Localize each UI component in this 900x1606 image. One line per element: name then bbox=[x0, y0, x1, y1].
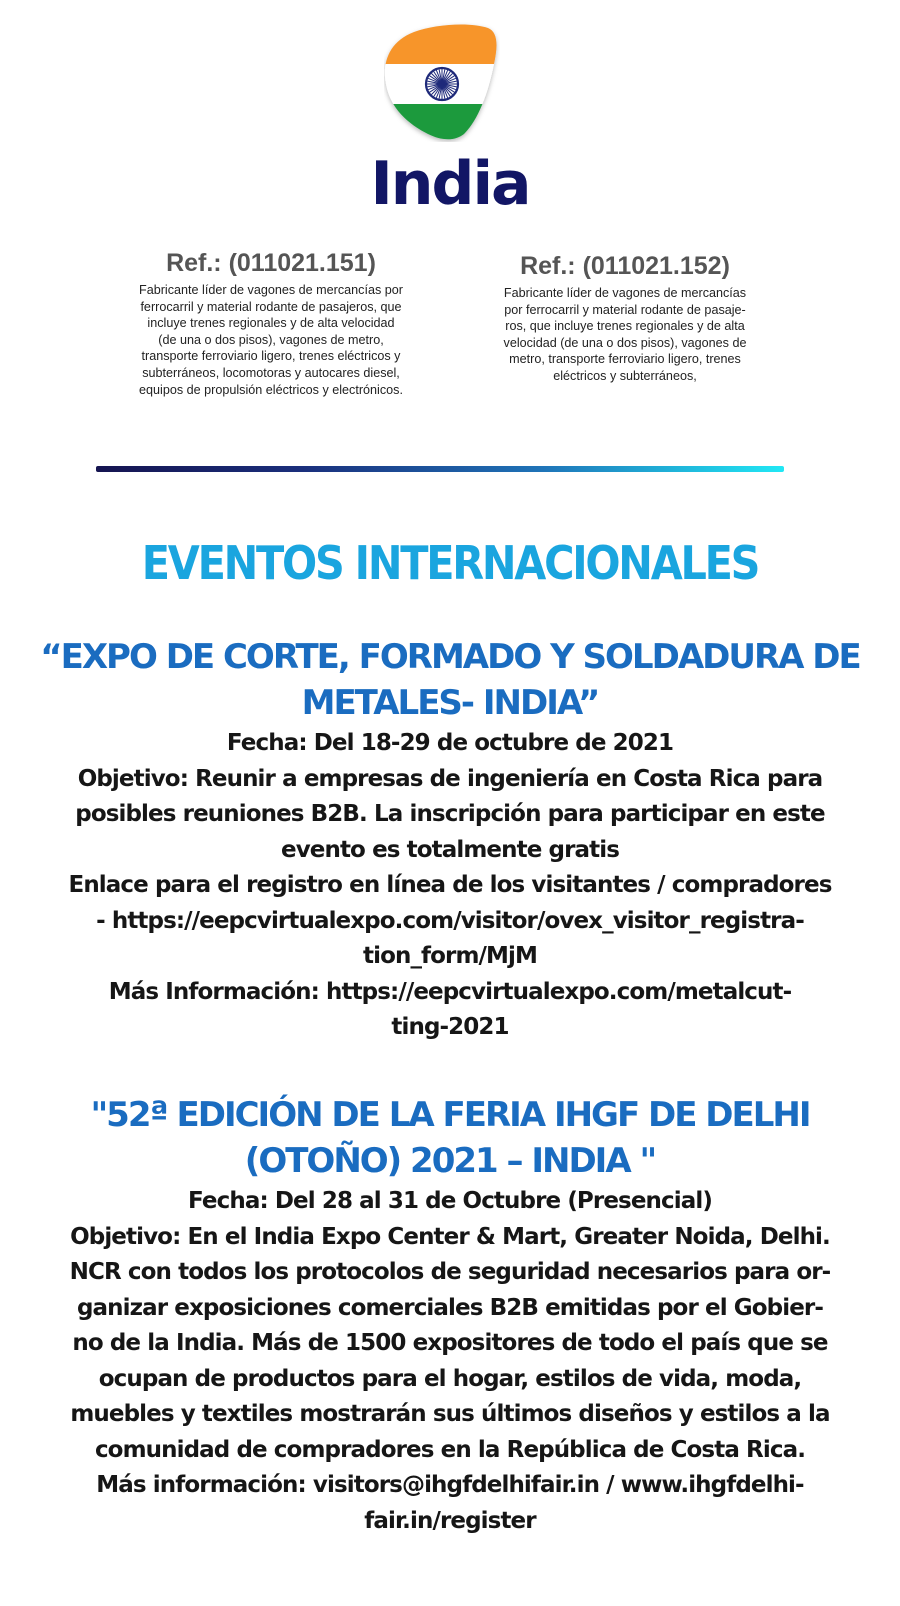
description-line: eléctricos y subterráneos, bbox=[553, 368, 697, 383]
description-line: ros, que incluye trenes regionales y de alta bbox=[505, 319, 745, 334]
india-flag-icon bbox=[384, 22, 500, 142]
gradient-divider bbox=[96, 466, 784, 472]
event-line: Enlace para el registro en línea de los visitantes / compradores bbox=[68, 872, 832, 898]
event-line: comunidad de compradores en la República de Costa Rica. bbox=[94, 1436, 806, 1463]
description-line: transporte ferroviario ligero, trenes eléctricos y bbox=[141, 349, 401, 364]
event-line: muebles y textiles mostrarán sus últimos diseños y estilos a la bbox=[70, 1401, 830, 1427]
description-line: velocidad (de una o dos pisos), vagones de bbox=[503, 335, 747, 350]
reference-description bbox=[476, 285, 774, 385]
event-details bbox=[28, 726, 872, 1046]
event-block bbox=[28, 634, 872, 1046]
event-line: ocupan de productos para el hogar, estilos de vida, moda, bbox=[98, 1365, 802, 1392]
reference-number: Ref.: (011021.152) bbox=[520, 252, 730, 280]
event-line: posibles reuniones B2B. La inscripción para participar en este bbox=[75, 801, 825, 827]
reference-description bbox=[112, 282, 430, 398]
reference-block bbox=[112, 248, 430, 398]
description-line: equipos de propulsión eléctricos y electrónicos. bbox=[139, 382, 403, 397]
description-line: por ferrocarril y material rodante de pasaje- bbox=[504, 302, 746, 317]
event-line: Objetivo: Reunir a empresas de ingeniería en Costa Rica para bbox=[77, 765, 823, 792]
event-line: Objetivo: En el India Expo Center & Mart, Greater Noida, Delhi. bbox=[70, 1223, 830, 1250]
reference-number: Ref.: (011021.151) bbox=[166, 249, 376, 277]
info-link[interactable]: Más Información: https://eepcvirtualexpo.com/metalcut- bbox=[108, 978, 792, 1005]
description-line: ferrocarril y material rodante de pasajeros, que bbox=[140, 299, 402, 314]
event-title bbox=[28, 634, 872, 726]
description-line: (de una o dos pisos), vagones de metro, bbox=[158, 332, 384, 347]
event-title-line: (OTOÑO) 2021 – INDIA " bbox=[244, 1141, 656, 1181]
contact-link[interactable]: fair.in/register bbox=[364, 1507, 536, 1534]
event-line: ganizar exposiciones comerciales B2B emitidas por el Gobier- bbox=[76, 1294, 824, 1321]
event-line: no de la India. Más de 1500 expositores de todo el país que se bbox=[72, 1330, 828, 1356]
event-title bbox=[28, 1092, 872, 1184]
registration-link[interactable]: tion_form/MjM bbox=[362, 943, 538, 969]
section-title: EVENTOS INTERNACIONALES bbox=[141, 536, 759, 590]
info-link[interactable]: ting-2021 bbox=[391, 1014, 509, 1040]
description-line: subterráneos, locomotoras y autocares diesel, bbox=[142, 365, 400, 380]
event-title-line: METALES- INDIA” bbox=[301, 683, 599, 723]
event-title-line: “EXPO DE CORTE, FORMADO Y SOLDADURA DE bbox=[40, 637, 860, 677]
description-line: incluye trenes regionales y de alta velocidad bbox=[147, 316, 395, 331]
event-title-line: "52ª EDICIÓN DE LA FERIA IHGF DE DELHI bbox=[90, 1095, 810, 1135]
description-line: Fabricante líder de vagones de mercancías por bbox=[139, 283, 403, 297]
description-line: Fabricante líder de vagones de mercancías bbox=[503, 286, 747, 300]
event-block bbox=[28, 1092, 872, 1539]
reference-block bbox=[476, 251, 774, 385]
event-line: NCR con todos los protocolos de seguridad necesarios para or- bbox=[69, 1259, 831, 1285]
event-date: Fecha: Del 18-29 de octubre de 2021 bbox=[226, 730, 674, 756]
event-date: Fecha: Del 28 al 31 de Octubre (Presencial) bbox=[188, 1188, 712, 1214]
registration-link[interactable]: - https://eepcvirtualexpo.com/visitor/ovex_visitor_registra- bbox=[96, 907, 804, 934]
country-title: India bbox=[370, 149, 530, 219]
contact-link[interactable]: Más información: visitors@ihgfdelhifair.in / www.ihgfdelhi- bbox=[96, 1472, 804, 1498]
event-line: evento es totalmente gratis bbox=[281, 836, 619, 863]
event-details bbox=[28, 1184, 872, 1539]
description-line: metro, transporte ferroviario ligero, trenes bbox=[509, 352, 741, 367]
